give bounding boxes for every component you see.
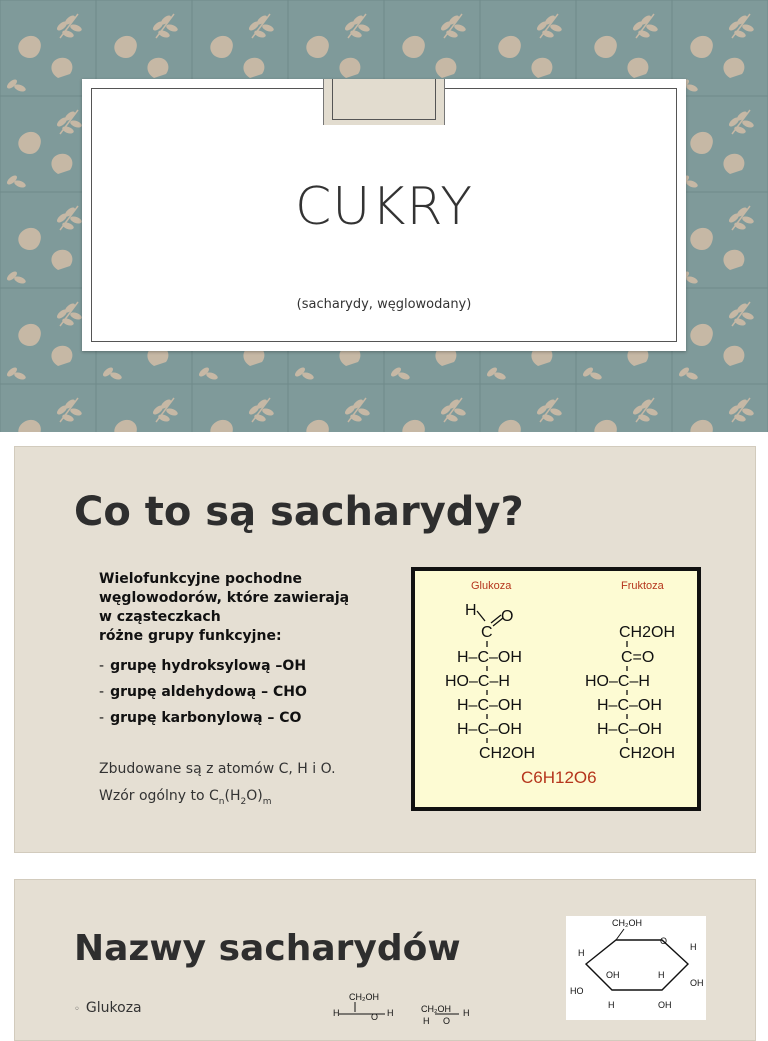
ring-label: CH₂OH (612, 918, 642, 928)
fructose-top: CH2OH (619, 624, 676, 641)
ring-label: CH₂OH (421, 1004, 451, 1014)
ring-label: H (690, 942, 697, 952)
composition-text: Zbudowane są z atomów C, H i O. (99, 761, 336, 777)
definition-line: Wielofunkcyjne pochodne (99, 571, 303, 587)
saccharide-list (74, 1000, 142, 1016)
ring-label: H (423, 1016, 430, 1026)
ring-label: HO (570, 986, 584, 996)
ring-label: H (578, 948, 585, 958)
general-formula-text: Wzór ogólny to $C_n(H_2O)_m$ (99, 788, 272, 807)
what-are-saccharides-slide (14, 446, 756, 853)
ring-label: H (608, 1000, 615, 1010)
ring-label: H (387, 1008, 394, 1018)
ring-label: CH₂OH (349, 992, 379, 1002)
ring-label: OH (606, 970, 620, 980)
definition-line: węglowodorów, które zawierają (99, 590, 350, 606)
list-item: - grupę aldehydową – CHO (99, 684, 307, 700)
definition-text (99, 570, 399, 646)
slide-title: CUKRY (294, 177, 474, 237)
list-item: - grupę karbonylową – CO (99, 710, 302, 726)
ring-label: H (658, 970, 665, 980)
ring-label: OH (658, 1000, 672, 1010)
definition-line: różne grupy funkcyjne: (99, 628, 282, 644)
glucose-aldehyde-c: C (481, 624, 493, 641)
ring-label: O (443, 1016, 451, 1026)
ring-label: H (333, 1008, 340, 1018)
definition-line: w cząsteczkach (99, 609, 221, 625)
functional-groups-list (99, 653, 307, 731)
saccharide-names-slide (14, 879, 756, 1041)
ring-label: O (371, 1012, 379, 1022)
glucose-ring-structure (566, 916, 706, 1020)
title-slide (0, 0, 768, 432)
fructose-row: HO–C–H (585, 673, 650, 690)
list-item: ◦ Glukoza (74, 1000, 142, 1016)
title-card-tab (323, 79, 445, 125)
title-card-tab-inner (332, 79, 436, 120)
ring-label: H (463, 1008, 470, 1018)
fructose-row: H–C–OH (597, 697, 662, 714)
fructose-carbonyl: C=O (621, 649, 655, 666)
glucose-top-o: O (501, 608, 514, 625)
fructose-row: H–C–OH (597, 721, 662, 738)
glucose-top-h: H (465, 602, 477, 619)
glucose-bottom: CH2OH (479, 745, 536, 762)
list-item: - grupę hydroksylową –OH (99, 658, 307, 674)
small-ring-structures (325, 990, 485, 1034)
glucose-label: Glukoza (471, 580, 512, 592)
fructose-bottom: CH2OH (619, 745, 676, 762)
fructose-label: Fruktoza (621, 580, 664, 592)
molecular-formula: C6H12O6 (521, 768, 597, 787)
slide-heading: Co to są sacharydy? (74, 489, 524, 535)
glucose-row: H–C–OH (457, 697, 522, 714)
slide-heading: Nazwy sacharydów (74, 928, 461, 969)
ring-label: OH (690, 978, 704, 988)
glucose-fructose-structures (411, 567, 701, 811)
glucose-row: HO–C–H (445, 673, 510, 690)
glucose-row: H–C–OH (457, 649, 522, 666)
title-card (82, 79, 686, 351)
bullet-icon: ◦ (74, 1004, 80, 1015)
glucose-row: H–C–OH (457, 721, 522, 738)
slide-subtitle: (sacharydy, węglowodany) (296, 297, 472, 312)
ring-label: O (660, 936, 668, 946)
